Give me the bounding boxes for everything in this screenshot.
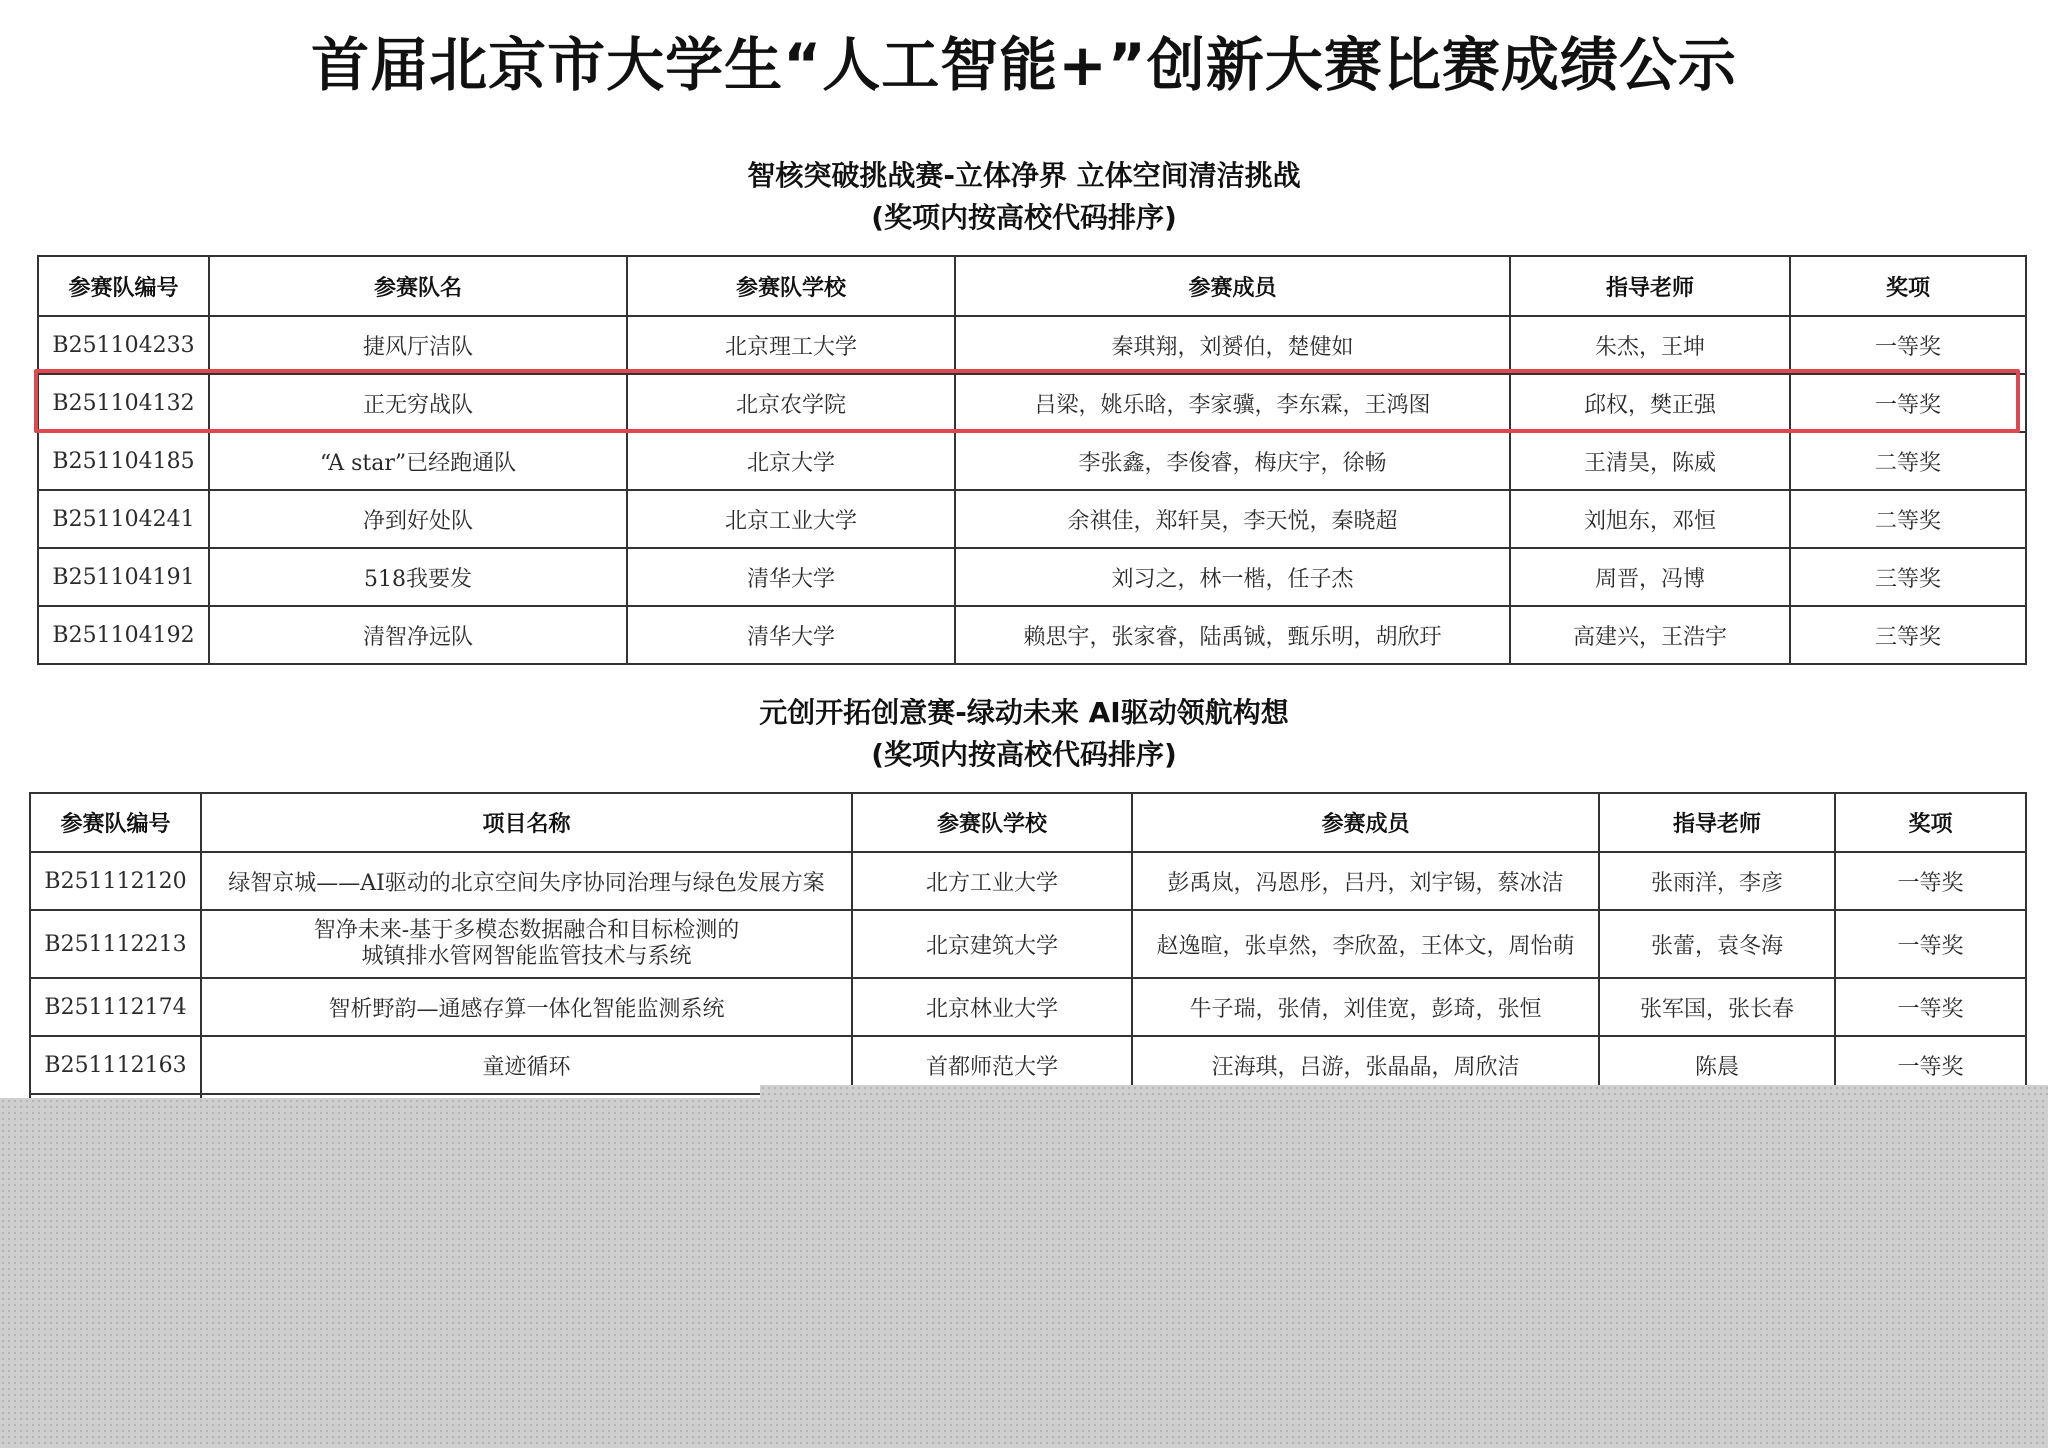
project-name-cell bbox=[201, 910, 852, 978]
table-row bbox=[38, 548, 2026, 606]
team-id-cell: B251104132 bbox=[38, 374, 209, 432]
school-cell: 首都师范大学 bbox=[852, 1036, 1132, 1094]
school-cell: 清华大学 bbox=[627, 606, 955, 664]
col-award: 奖项 bbox=[1790, 256, 2026, 316]
school-cell: 清华大学 bbox=[627, 548, 955, 606]
award-cell: 三等奖 bbox=[1790, 548, 2026, 606]
team-id-cell: B251104233 bbox=[38, 316, 209, 374]
advisor-cell: 陈晨 bbox=[1599, 1036, 1835, 1094]
team-name-cell: 捷风厅洁队 bbox=[209, 316, 627, 374]
members-cell: 赵逸暄，张卓然，李欣盈，王体文，周怡萌 bbox=[1132, 910, 1599, 978]
members-cell: 吕梁，姚乐晗，李家骥，李东霖，王鸿图 bbox=[955, 374, 1510, 432]
award-cell: 一等奖 bbox=[1835, 1036, 2026, 1094]
team-id-cell: B251104185 bbox=[38, 432, 209, 490]
school-cell: 北京建筑大学 bbox=[852, 910, 1132, 978]
section1-title-line1: 智核突破挑战赛-立体净界 立体空间清洁挑战 bbox=[747, 159, 1301, 192]
col-team-name: 参赛队名 bbox=[209, 256, 627, 316]
section1-title bbox=[0, 155, 2048, 239]
school-cell: 北方工业大学 bbox=[852, 852, 1132, 910]
award-cell: 一等奖 bbox=[1790, 316, 2026, 374]
col-team-id: 参赛队编号 bbox=[38, 256, 209, 316]
award-cell: 一等奖 bbox=[1835, 910, 2026, 978]
members-cell: 秦琪翔，刘赟伯，楚健如 bbox=[955, 316, 1510, 374]
team-id-cell: B251104241 bbox=[38, 490, 209, 548]
team-id-cell: B251112163 bbox=[30, 1036, 201, 1094]
section1-title-line2: (奖项内按高校代码排序) bbox=[871, 201, 1177, 234]
project-name-line1: 智净未来-基于多模态数据融合和目标检测的 bbox=[313, 918, 740, 943]
redaction-mask bbox=[0, 1098, 2048, 1448]
project-name-line2: 城镇排水管网智能监管技术与系统 bbox=[361, 944, 692, 969]
advisor-cell: 刘旭东，邓恒 bbox=[1510, 490, 1790, 548]
table-row bbox=[30, 910, 2026, 978]
col-advisor: 指导老师 bbox=[1510, 256, 1790, 316]
award-cell: 二等奖 bbox=[1790, 432, 2026, 490]
award-cell: 二等奖 bbox=[1790, 490, 2026, 548]
section2-title-line1: 元创开拓创意赛-绿动未来 AI驱动领航构想 bbox=[759, 696, 1289, 729]
table-row bbox=[30, 852, 2026, 910]
award-cell: 三等奖 bbox=[1790, 606, 2026, 664]
col-team-id: 参赛队编号 bbox=[30, 793, 201, 852]
col-school: 参赛队学校 bbox=[852, 793, 1132, 852]
section2-title-line2: (奖项内按高校代码排序) bbox=[871, 738, 1177, 771]
members-cell: 彭禹岚，冯恩彤，吕丹，刘宇锡，蔡冰洁 bbox=[1132, 852, 1599, 910]
team-name-cell: “A star”已经跑通队 bbox=[209, 432, 627, 490]
advisor-cell: 高建兴，王浩宇 bbox=[1510, 606, 1790, 664]
project-name-cell: 智析野韵—通感存算一体化智能监测系统 bbox=[201, 978, 852, 1036]
col-school: 参赛队学校 bbox=[627, 256, 955, 316]
award-cell: 一等奖 bbox=[1790, 374, 2026, 432]
col-members: 参赛成员 bbox=[1132, 793, 1599, 852]
table-row bbox=[38, 316, 2026, 374]
school-cell: 北京理工大学 bbox=[627, 316, 955, 374]
col-award: 奖项 bbox=[1835, 793, 2026, 852]
col-members: 参赛成员 bbox=[955, 256, 1510, 316]
members-cell: 汪海琪，吕游，张晶晶，周欣洁 bbox=[1132, 1036, 1599, 1094]
table-row bbox=[38, 490, 2026, 548]
team-id-cell: B251104191 bbox=[38, 548, 209, 606]
school-cell: 北京工业大学 bbox=[627, 490, 955, 548]
advisor-cell: 周晋，冯博 bbox=[1510, 548, 1790, 606]
advisor-cell: 王清昊，陈威 bbox=[1510, 432, 1790, 490]
school-cell: 北京林业大学 bbox=[852, 978, 1132, 1036]
col-project-name: 项目名称 bbox=[201, 793, 852, 852]
redaction-mask bbox=[760, 1085, 2048, 1099]
team-name-cell: 正无穷战队 bbox=[209, 374, 627, 432]
school-cell: 北京大学 bbox=[627, 432, 955, 490]
members-cell: 刘习之，林一楷，任子杰 bbox=[955, 548, 1510, 606]
members-cell: 余祺佳，郑轩昊，李天悦，秦晓超 bbox=[955, 490, 1510, 548]
results-table-1 bbox=[37, 255, 2027, 665]
section2-title bbox=[0, 692, 2048, 776]
advisor-cell: 邱权，樊正强 bbox=[1510, 374, 1790, 432]
award-cell: 一等奖 bbox=[1835, 852, 2026, 910]
col-advisor: 指导老师 bbox=[1599, 793, 1835, 852]
table-row bbox=[38, 374, 2026, 432]
team-name-cell: 518我要发 bbox=[209, 548, 627, 606]
advisor-cell: 张雨洋，李彦 bbox=[1599, 852, 1835, 910]
members-cell: 牛子瑞，张倩，刘佳宽，彭琦，张恒 bbox=[1132, 978, 1599, 1036]
project-name-cell: 绿智京城——AI驱动的北京空间失序协同治理与绿色发展方案 bbox=[201, 852, 852, 910]
table-row bbox=[30, 978, 2026, 1036]
team-id-cell: B251112120 bbox=[30, 852, 201, 910]
team-id-cell: B251112174 bbox=[30, 978, 201, 1036]
table-header-row bbox=[30, 793, 2026, 852]
school-cell: 北京农学院 bbox=[627, 374, 955, 432]
table-row bbox=[38, 606, 2026, 664]
advisor-cell: 张军国，张长春 bbox=[1599, 978, 1835, 1036]
advisor-cell: 朱杰，王坤 bbox=[1510, 316, 1790, 374]
team-id-cell: B251112213 bbox=[30, 910, 201, 978]
members-cell: 李张鑫，李俊睿，梅庆宇，徐畅 bbox=[955, 432, 1510, 490]
project-name-cell: 童迹循环 bbox=[201, 1036, 852, 1094]
table-row bbox=[38, 432, 2026, 490]
members-cell: 赖思宇，张家睿，陆禹铖，甄乐明，胡欣玗 bbox=[955, 606, 1510, 664]
award-cell: 一等奖 bbox=[1835, 978, 2026, 1036]
advisor-cell: 张蕾，袁冬海 bbox=[1599, 910, 1835, 978]
table-header-row bbox=[38, 256, 2026, 316]
team-id-cell: B251104192 bbox=[38, 606, 209, 664]
team-name-cell: 净到好处队 bbox=[209, 490, 627, 548]
team-name-cell: 清智净远队 bbox=[209, 606, 627, 664]
page-title: 首届北京市大学生“人工智能+”创新大赛比赛成绩公示 bbox=[311, 31, 1737, 99]
